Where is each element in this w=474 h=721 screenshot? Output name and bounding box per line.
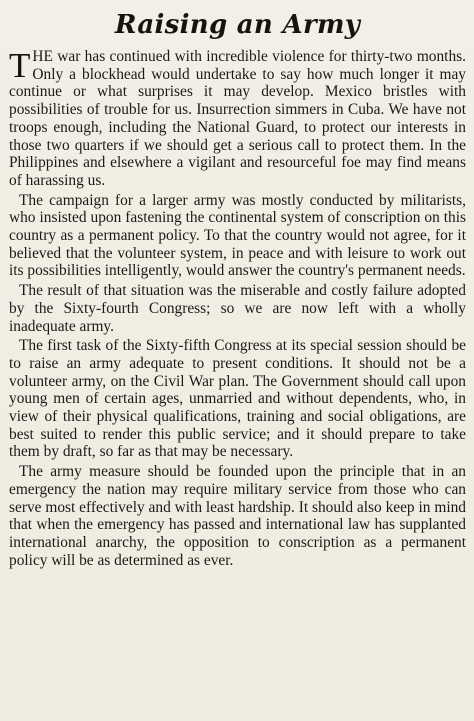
paragraph-1 [9,48,466,190]
article-title: Raising an Army [114,10,361,40]
article-body [9,48,466,569]
paragraph-2: The campaign for a larger army was mostly conducted by militarists, who insisted upon fastening the continental system of conscription on this country as a permanent policy. To that the country would not agree, for it believed that the volunteer system, in peace and with leisure to work out its possibilities intelligently, would answer the country's permanent needs. [9,191,466,280]
drop-cap: T [9,46,31,85]
paragraph-5: The army measure should be founded upon the principle that in an emergency the nation may require military service from those who can serve most effectively and with least hardship. It should also keep in mind that when the emergency has passed and international law has supplanted international anarchy, the opposition to conscription as a permanent policy will be as determined as ever. [9,463,466,569]
paragraph-1-text: HE war has continued with incredible violence for thirty-two months. Only a blockhead would undertake to say how much longer it may continue or what surprises it may develop. Mexico bristles with possibilities of trouble for us. Insurrection simmers in Cuba. We have not troops enough, including the National Guard, to protect our interests in those two quarters if we should get a serious call to protect them. In the Philippines and elsewhere a vigilant and resourceful foe may find means of harassing us. [9,48,466,189]
paragraph-4: The first task of the Sixty-fifth Congress at its special session should be to raise an army adequate to present conditions. It should not be a volunteer army, on the Civil War plan. The Government should call upon young men of certain ages, unmarried and without dependents, who, in view of their physical qualifications, training and social obligations, are best suited to render this public service; and it should prepare to take them by draft, so far as that may be necessary. [9,337,466,461]
paragraph-3: The result of that situation was the miserable and costly failure adopted by the Sixty-fourth Congress; so we are now left with a wholly inadequate army. [9,282,466,335]
